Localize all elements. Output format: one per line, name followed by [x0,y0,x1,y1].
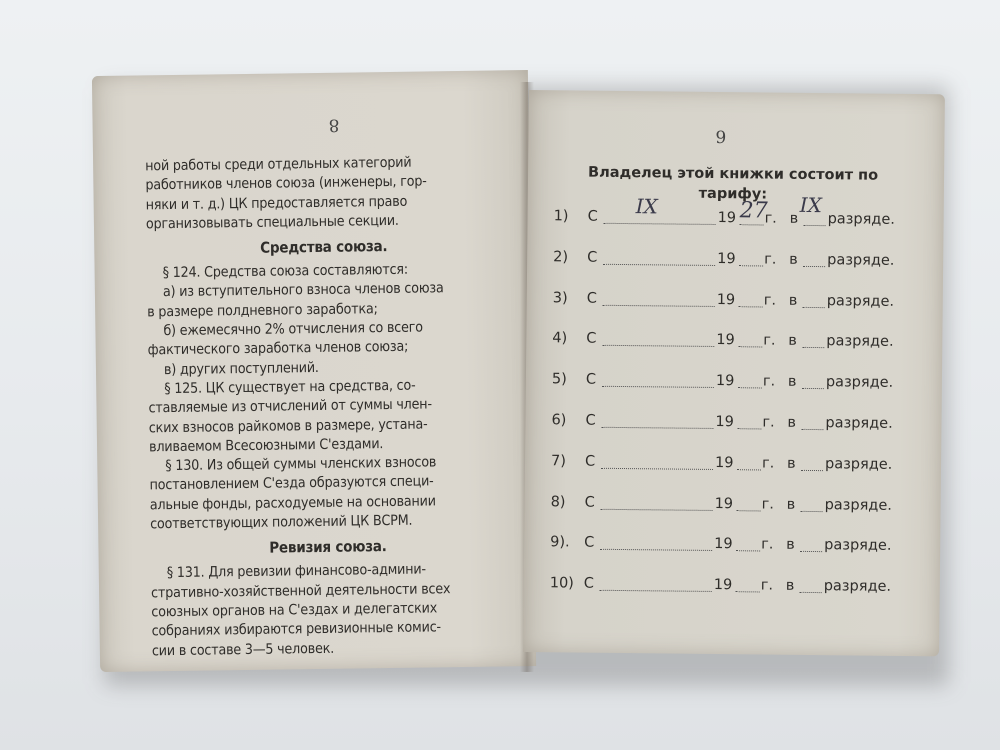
section-heading-audit: Ревизия союза. [269,537,387,558]
row-number: 8) [550,493,566,510]
left-page-text [145,152,507,661]
row-number: 10) [549,575,574,592]
row-grade-label: разряде. [824,537,892,555]
fill-in-line [601,427,713,429]
tariff-title [558,162,908,206]
row-grade-label: разряде. [824,496,892,514]
row-year-prefix: 19 [714,536,733,553]
row-number: 4) [552,330,568,347]
text-line: вливаемом Всесоюзными С'ездами. [148,435,384,456]
fill-in-line [739,265,763,266]
text-line: ной работы среди отдельных категорий [145,154,412,175]
row-in-label: в [785,577,795,594]
row-number: 9). [550,534,570,551]
tariff-row [550,331,920,376]
text-line: § 124. Средства союза составляются: [162,261,409,282]
row-from-label: С [587,208,598,225]
fill-in-line [801,470,823,471]
fill-in-line [600,549,712,551]
text-line: постановлением С'езда образуются специ- [149,473,434,494]
text-line: альные фонды, расходуемые на основании [149,493,436,514]
row-year-suffix: г. [762,414,775,431]
row-in-label: в [786,496,796,513]
text-line: няки и т. д.) ЦК предоставляется право [145,193,408,213]
text-line: организовывать специальные секции. [145,212,399,233]
text-line: § 125. ЦК существует на средства, со- [164,377,416,398]
fill-in-line [600,590,712,592]
row-in-label: в [788,292,798,309]
row-year-suffix: г. [762,373,776,390]
row-number: 5) [551,371,567,388]
row-in-label: в [786,455,796,472]
row-from-label: С [586,331,597,348]
text-line: союзных органов на С'ездах и делегатских [151,600,438,621]
text-line: собраниях избираются ревизионные комис- [151,619,441,640]
fill-in-line [737,510,761,511]
row-year-prefix: 19 [715,413,735,431]
text-line: ских взносов райкомов в размере, устана- [148,416,428,436]
fill-in-line [737,428,761,429]
section-heading-funds: Средства союза. [260,237,388,257]
fill-in-line [602,345,714,347]
row-year-suffix: г. [763,292,777,309]
page-number-right: 9 [715,127,727,149]
row-year-suffix: г. [764,210,777,227]
row-year-suffix: г. [761,496,774,513]
tariff-row [551,208,921,253]
row-in-label: в [787,414,797,431]
row-from-label: С [584,453,596,470]
row-from-label: С [587,249,598,266]
handwritten-month: IX [635,194,658,219]
fill-in-line [736,551,760,552]
row-grade-label: разряде. [827,251,895,269]
row-grade-label: разряде. [827,211,895,228]
text-line: в) других поступлений. [163,359,319,378]
fill-in-line [801,510,823,511]
row-year-suffix: г. [761,536,774,553]
row-year-prefix: 19 [717,250,736,267]
fill-in-line [803,306,825,307]
row-in-label: в [788,333,797,350]
row-from-label: С [585,371,597,388]
fill-in-line [739,306,763,307]
fill-in-line [603,264,715,266]
row-year-prefix: 19 [717,209,737,227]
tariff-row [549,453,919,498]
row-number: 1) [553,208,569,225]
fill-in-line [800,551,822,552]
tariff-row [548,494,918,539]
row-in-label: в [789,210,799,227]
row-grade-label: разряде. [826,333,894,351]
row-year-prefix: 19 [714,454,734,471]
text-line: работников членов союза (инженеры, гор- [145,173,427,194]
tariff-row [551,249,921,294]
row-from-label: С [586,290,597,307]
row-from-label: С [585,412,596,429]
text-line: фактического заработка членов союза; [147,339,409,359]
fill-in-line [740,224,764,225]
row-number: 3) [552,289,568,307]
fill-in-line [801,429,823,430]
left-page [92,70,536,672]
text-line: § 131. Для ревизии финансово-админи- [166,561,426,582]
tariff-title-line1: Владелец этой книжки состоит по [587,164,879,184]
row-grade-label: разряде. [826,292,895,310]
fill-in-line [803,266,825,267]
fill-in-line [802,388,824,389]
text-line: ставляемые из отчислений от суммы член- [148,396,432,417]
row-in-label: в [789,251,798,268]
row-number: 2) [553,249,569,266]
row-year-prefix: 19 [716,291,736,308]
fill-in-line [736,591,760,592]
row-grade-label: разряде. [825,374,894,392]
fill-in-line [737,469,761,470]
row-year-suffix: г. [760,577,774,594]
row-year-suffix: г. [764,251,777,268]
fill-in-line [601,468,713,470]
tariff-row [549,412,919,457]
tariff-row [550,371,920,416]
row-year-prefix: 19 [715,373,735,390]
row-year-suffix: г. [763,332,776,350]
page-number-left: 8 [328,114,340,135]
fill-in-line [603,304,715,306]
fill-in-line [601,508,713,510]
text-line: § 130. Из общей суммы членских взносов [165,454,437,475]
text-line: а) из вступительного взноса членов союза [162,280,444,301]
fill-in-line [804,225,826,226]
tariff-row [550,290,920,335]
fill-in-line [738,387,762,388]
row-grade-label: разряде. [824,455,893,473]
row-from-label: С [584,534,595,552]
text-line: соответствующих положений ЦК ВСРМ. [150,512,413,533]
fill-in-line [602,386,714,388]
tariff-row [548,535,918,580]
tariff-title-line2: тарифу: [698,185,768,203]
tariff-rows [547,208,921,620]
text-line: б) ежемесячно 2% отчисления со всего [163,319,423,340]
text-line: стративно-хозяйственной деятельности всех [150,580,451,601]
row-in-label: в [786,537,795,554]
tariff-row [547,575,917,620]
row-number: 6) [551,412,567,429]
handwritten-year: 27 [739,198,768,224]
row-number: 7) [550,453,567,470]
row-grade-label: разряде. [823,578,892,596]
fill-in-line [800,592,822,593]
row-year-prefix: 19 [716,332,735,349]
row-in-label: в [787,373,797,391]
row-year-prefix: 19 [713,577,733,594]
row-from-label: С [583,575,594,592]
fill-in-line [738,347,762,348]
row-year-prefix: 19 [714,495,734,512]
text-line: сии в составе 3—5 человек. [151,640,335,659]
right-page [523,90,945,656]
row-year-suffix: г. [761,455,775,472]
handwritten-grade: IX [799,192,823,218]
fill-in-line [802,347,824,348]
row-from-label: С [584,494,595,511]
text-line: в размере полдневного заработка; [147,300,378,321]
fill-in-line [604,223,716,225]
row-grade-label: разряде. [825,415,893,432]
